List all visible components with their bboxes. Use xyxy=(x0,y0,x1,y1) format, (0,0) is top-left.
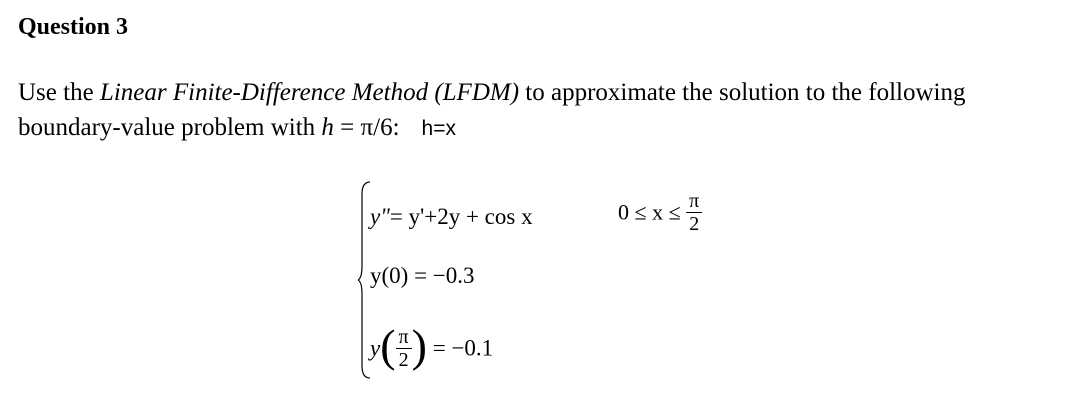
question-prompt xyxy=(18,75,1068,146)
left-paren: ( xyxy=(380,320,396,371)
ode-equation xyxy=(370,204,533,230)
ode-rhs: = y'+2y + cos x xyxy=(389,204,533,229)
boundary-condition-right xyxy=(370,320,494,373)
question-title: Question 3 xyxy=(18,14,129,40)
domain-denominator: 2 xyxy=(689,213,700,235)
bc2-numerator: π xyxy=(396,326,412,349)
handwritten-note: h=x xyxy=(421,117,456,140)
ode-lhs: y" xyxy=(370,204,390,229)
prompt-text-end: to approximate the solution to the following xyxy=(519,79,966,106)
prompt-line2-text: boundary-value problem with xyxy=(18,114,322,141)
prompt-text-start: Use the xyxy=(18,79,100,106)
right-paren: ) xyxy=(411,320,427,371)
bc2-denominator: 2 xyxy=(398,348,409,371)
domain-prefix: 0 ≤ x ≤ xyxy=(618,199,681,225)
step-size-symbol: h xyxy=(321,114,334,141)
step-size-value: = π/6: xyxy=(333,114,400,141)
boundary-condition-left: y(0) = −0.3 xyxy=(370,263,475,288)
bc2-rhs: = −0.1 xyxy=(432,335,494,361)
prompt-line-1 xyxy=(18,75,1068,110)
domain-fraction xyxy=(686,190,702,235)
bvp-system xyxy=(358,180,778,380)
bc2-function: y xyxy=(370,335,381,361)
domain-numerator: π xyxy=(686,190,702,213)
prompt-line-2 xyxy=(18,110,1068,146)
method-name: Linear Finite-Difference Method (LFDM) xyxy=(99,79,520,106)
domain-condition xyxy=(618,192,702,237)
bc2-fraction xyxy=(396,326,412,371)
